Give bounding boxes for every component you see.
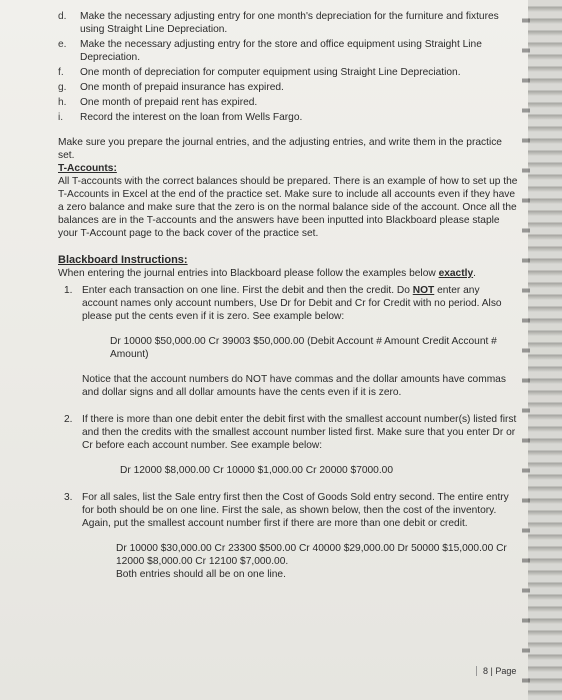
taccounts-heading: T-Accounts: bbox=[58, 163, 117, 174]
list-item bbox=[58, 66, 518, 79]
step-text: For all sales, list the Sale entry first then the Cost of Goods Sold entry second. The entire entry for both should be on one line. First the sale, as shown below, then the cost of the inventory. Again, put the smallest account number first if there are more than one debit or credit. bbox=[82, 492, 509, 529]
step-number: 1. bbox=[64, 285, 73, 296]
blackboard-intro bbox=[58, 267, 518, 280]
item-letter: h. bbox=[58, 97, 67, 108]
spiral-binding bbox=[528, 0, 562, 700]
document-content bbox=[58, 10, 518, 581]
item-text: One month of depreciation for computer equipment using Straight Line Depreciation. bbox=[80, 67, 461, 78]
example-entry-3: Dr 10000 $30,000.00 Cr 23300 $500.00 Cr 40000 $29,000.00 Dr 50000 $15,000.00 Cr 12000 $8,000.00 Cr 12100 $7,000.00. bbox=[116, 543, 507, 567]
step-number: 2. bbox=[64, 414, 73, 425]
item-text: One month of prepaid insurance has expired. bbox=[80, 82, 284, 93]
item-letter: f. bbox=[58, 67, 64, 78]
item-text: Make the necessary adjusting entry for one month's depreciation for the furniture and fixtures using Straight Line Depreciation. bbox=[80, 11, 499, 35]
step-number: 3. bbox=[64, 492, 73, 503]
instruction-step-2 bbox=[58, 413, 518, 452]
example-entry-1: Dr 10000 $50,000.00 Cr 39003 $50,000.00 (Debit Account # Amount Credit Account # Amount) bbox=[110, 336, 497, 360]
step-text-cont: enter any account names only account numbers, Use Dr for Debit and Cr for Credit with no period. Also please put the cents even if it is zero. See example below: bbox=[82, 285, 502, 322]
instruction-step-1 bbox=[58, 284, 518, 323]
step-text: Enter each transaction on one line. First the debit and then the credit. Do bbox=[82, 285, 413, 296]
intro-suffix: . bbox=[473, 268, 476, 279]
list-item bbox=[58, 10, 518, 36]
intro-emphasis: exactly bbox=[438, 268, 474, 279]
example-entry-2: Dr 12000 $8,000.00 Cr 10000 $1,000.00 Cr 20000 $7000.00 bbox=[120, 465, 394, 476]
item-text: Make the necessary adjusting entry for the store and office equipment using Straight Line Depreciation. bbox=[80, 39, 482, 63]
item-letter: e. bbox=[58, 39, 67, 50]
item-letter: i. bbox=[58, 112, 64, 123]
item-letter: d. bbox=[58, 11, 67, 22]
intro-text: When entering the journal entries into Blackboard please follow the examples below bbox=[58, 268, 439, 279]
example-entry-3-note: Both entries should all be on one line. bbox=[116, 569, 286, 580]
list-item bbox=[58, 81, 518, 94]
notice-paragraph: Notice that the account numbers do NOT have commas and the dollar amounts have commas and dollar signs and all dollar amounts have the cents even if it is zero. bbox=[82, 374, 506, 398]
item-letter: g. bbox=[58, 82, 67, 93]
taccounts-paragraph: All T-accounts with the correct balances should be prepared. There is an example of how to set up the T-Accounts in Excel at the end of the practice set. Make sure to include all accounts even if they have a zero balance and make sure that the zero is on the normal balance side of the account. Once all the balances are in the T-accounts and the answers have been inputted into Blackboard please staple your T-Account page to the back cover of the practice set. bbox=[58, 176, 518, 239]
list-item bbox=[58, 111, 518, 124]
blackboard-heading: Blackboard Instructions: bbox=[58, 254, 188, 266]
step-text: If there is more than one debit enter the debit first with the smallest account number(s) listed first and then the credits with the smallest account number listed first. Make sure that you enter Dr or Cr before each account number. See example below: bbox=[82, 414, 517, 451]
list-item bbox=[58, 96, 518, 109]
item-text: One month of prepaid rent has expired. bbox=[80, 97, 258, 108]
instructions-paragraph: Make sure you prepare the journal entries, and the adjusting entries, and write them in the practice set. bbox=[58, 137, 502, 161]
step-emphasis: NOT bbox=[412, 285, 435, 296]
list-item bbox=[58, 38, 518, 64]
item-text: Record the interest on the loan from Wells Fargo. bbox=[80, 112, 303, 123]
page-number: 8 | Page bbox=[476, 666, 516, 676]
instruction-step-3 bbox=[58, 491, 518, 530]
